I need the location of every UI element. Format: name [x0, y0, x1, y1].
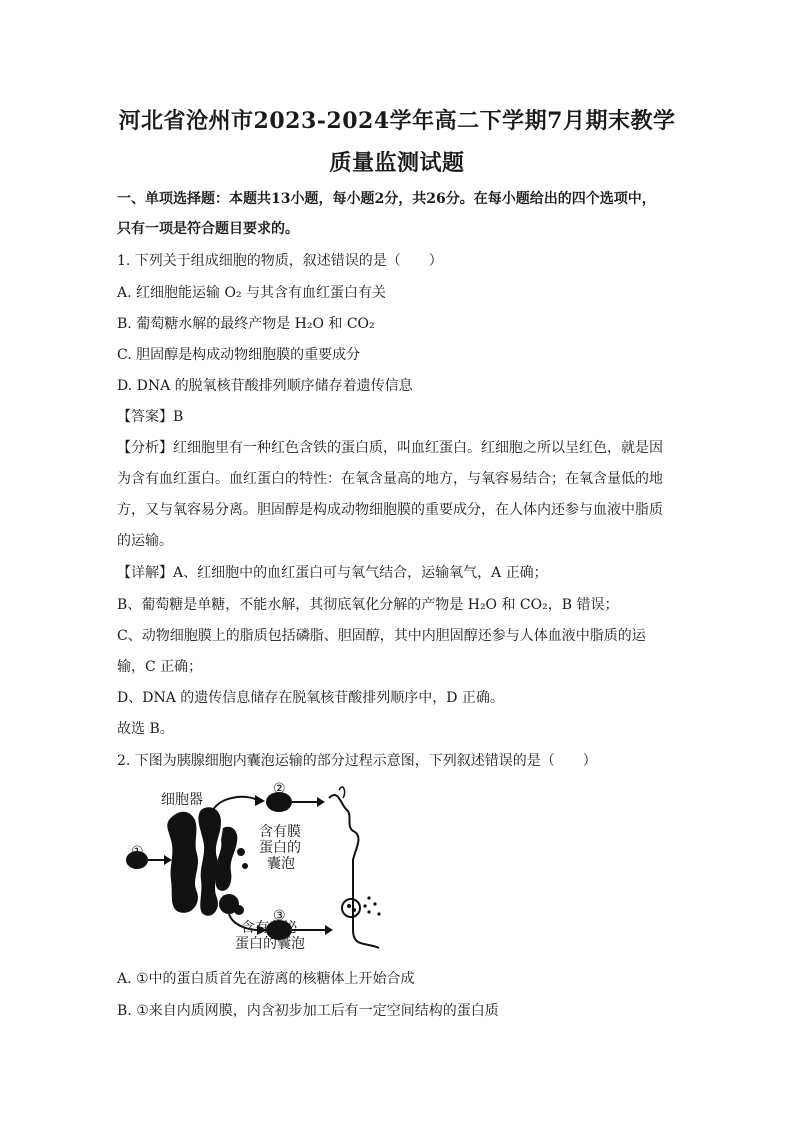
- exocytosis-vesicle: [342, 899, 360, 917]
- question-1-detail-line: 【详解】A、红细胞中的血红蛋白可与氧气结合，运输氧气，A 正确；: [117, 565, 548, 581]
- question-1-option-a: A. 红细胞能运输 O₂ 与其含有血红蛋白有关: [117, 285, 386, 301]
- marker-1: ①: [131, 844, 144, 860]
- question-2-option-b: B. ①来自内质网膜，内含初步加工后有一定空间结构的蛋白质: [117, 1003, 499, 1019]
- question-1-option-d: D. DNA 的脱氧核苷酸排列顺序储存着遗传信息: [117, 378, 413, 394]
- golgi-organelle: [167, 807, 248, 915]
- question-2-stem: 2. 下图为胰腺细胞内囊泡运输的部分过程示意图，下列叙述错误的是（ ）: [117, 753, 597, 769]
- question-1-stem: 1. 下列关于组成细胞的物质，叙述错误的是（ ）: [117, 253, 443, 269]
- vesicle-transport-figure: [117, 780, 417, 955]
- question-1-detail-line: 输，C 正确；: [117, 659, 203, 675]
- cell-membrane: [329, 795, 379, 948]
- question-1-analysis-line: 为含有血红蛋白。血红蛋白的特性：在氧含量高的地方，与氧容易结合；在氧含量低的地: [117, 471, 663, 487]
- question-1-detail-line: D、DNA 的遗传信息储存在脱氧核苷酸排列顺序中，D 正确。: [117, 690, 504, 706]
- secretory-vesicle-label-line: 含有分泌: [241, 920, 297, 936]
- secretory-vesicle-label-line: 蛋白的囊泡: [235, 936, 305, 952]
- question-1-analysis-line: 方，又与氧容易分离。胆固醇是构成动物细胞膜的重要成分，在人体内还参与血液中脂质: [117, 502, 663, 518]
- page-title-line2: 质量监测试题: [329, 150, 465, 176]
- secreted-protein-dots: [363, 896, 380, 915]
- membrane-vesicle-label-line: 蛋白的: [259, 840, 301, 856]
- organelle-label: 细胞器: [161, 792, 203, 808]
- question-1-analysis-line: 的运输。: [117, 533, 173, 549]
- question-1-answer: 【答案】B: [117, 409, 184, 425]
- section-heading-line1: 一、单项选择题：本题共13小题，每小题2分，共26分。在每小题给出的四个选项中，: [117, 191, 656, 207]
- question-1-detail-line: 故选 B。: [117, 721, 174, 737]
- membrane-vesicle-label-line: 囊泡: [267, 856, 295, 872]
- section-heading-line2: 只有一项是符合题目要求的。: [117, 221, 299, 237]
- question-1-option-c: C. 胆固醇是构成动物细胞膜的重要成分: [117, 347, 361, 363]
- marker-2: ②: [273, 781, 286, 797]
- question-1-option-b: B. 葡萄糖水解的最终产物是 H₂O 和 CO₂: [117, 316, 375, 332]
- membrane-vesicle-label-line: 含有膜: [259, 824, 301, 840]
- question-1-detail-line: B、葡萄糖是单糖，不能水解，其彻底氧化分解的产物是 H₂O 和 CO₂，B 错误；: [117, 597, 619, 613]
- question-1-analysis-line: 【分析】红细胞里有一种红色含铁的蛋白质，叫血红蛋白。红细胞之所以呈红色，就是因: [117, 440, 663, 456]
- marker-3: ③: [273, 908, 286, 924]
- page-title-line1: 河北省沧州市2023-2024学年高二下学期7月期末教学: [118, 108, 676, 134]
- question-2-option-a: A. ①中的蛋白质首先在游离的核糖体上开始合成: [117, 971, 415, 987]
- question-1-detail-line: C、动物细胞膜上的脂质包括磷脂、胆固醇，其中内胆固醇还参与人体血液中脂质的运: [117, 628, 646, 644]
